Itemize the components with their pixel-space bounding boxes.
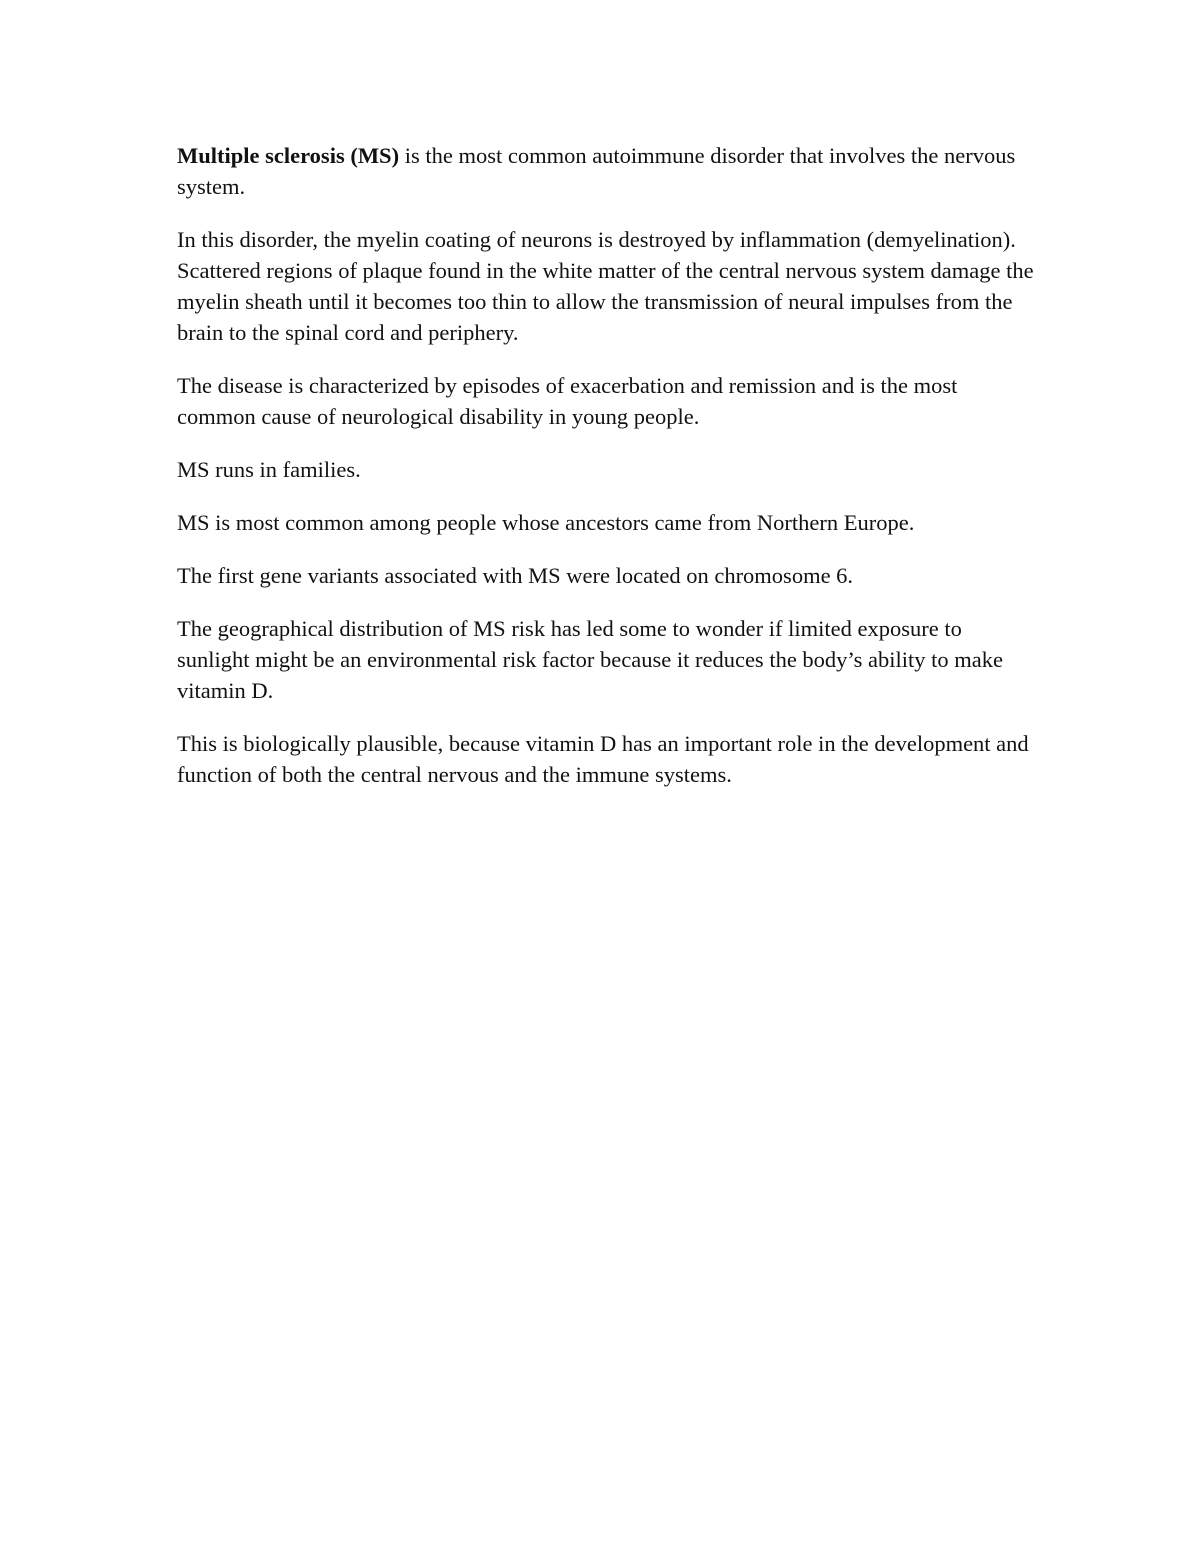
paragraph-sunlight: The geographical distribution of MS risk has led some to wonder if limited exposure to sunlight might be an environmental risk factor because it reduces the body’s ability to make vitamin D. bbox=[177, 616, 1004, 703]
paragraph-chromosome: The first gene variants associated with MS were located on chromosome 6. bbox=[177, 563, 854, 588]
term-abbreviation: (MS) bbox=[350, 143, 400, 168]
paragraph-demyelination: In this disorder, the myelin coating of neurons is destroyed by inflammation (demyelination). Scattered regions of plaque found in the white matter of the central nervous system damage the myelin sheath until it becomes too thin to allow the transmission of neural impulses from the brain to the spinal cord and periphery. bbox=[177, 227, 1034, 345]
paragraph-disease-course: The disease is characterized by episodes of exacerbation and remission and is the most common cause of neurological disability in young people. bbox=[177, 373, 958, 429]
paragraph-ancestry: MS is most common among people whose ancestors came from Northern Europe. bbox=[177, 510, 915, 535]
paragraph-intro-text: is the most common autoimmune disorder that involves the nervous system. bbox=[177, 143, 1016, 199]
paragraph-intro bbox=[177, 140, 1037, 202]
document-body bbox=[177, 140, 1037, 812]
paragraph-families: MS runs in families. bbox=[177, 457, 361, 482]
term-multiple-sclerosis: Multiple sclerosis bbox=[177, 143, 345, 168]
paragraph-vitamin-d: This is biologically plausible, because vitamin D has an important role in the development and function of both the central nervous and the immune systems. bbox=[177, 731, 1029, 787]
